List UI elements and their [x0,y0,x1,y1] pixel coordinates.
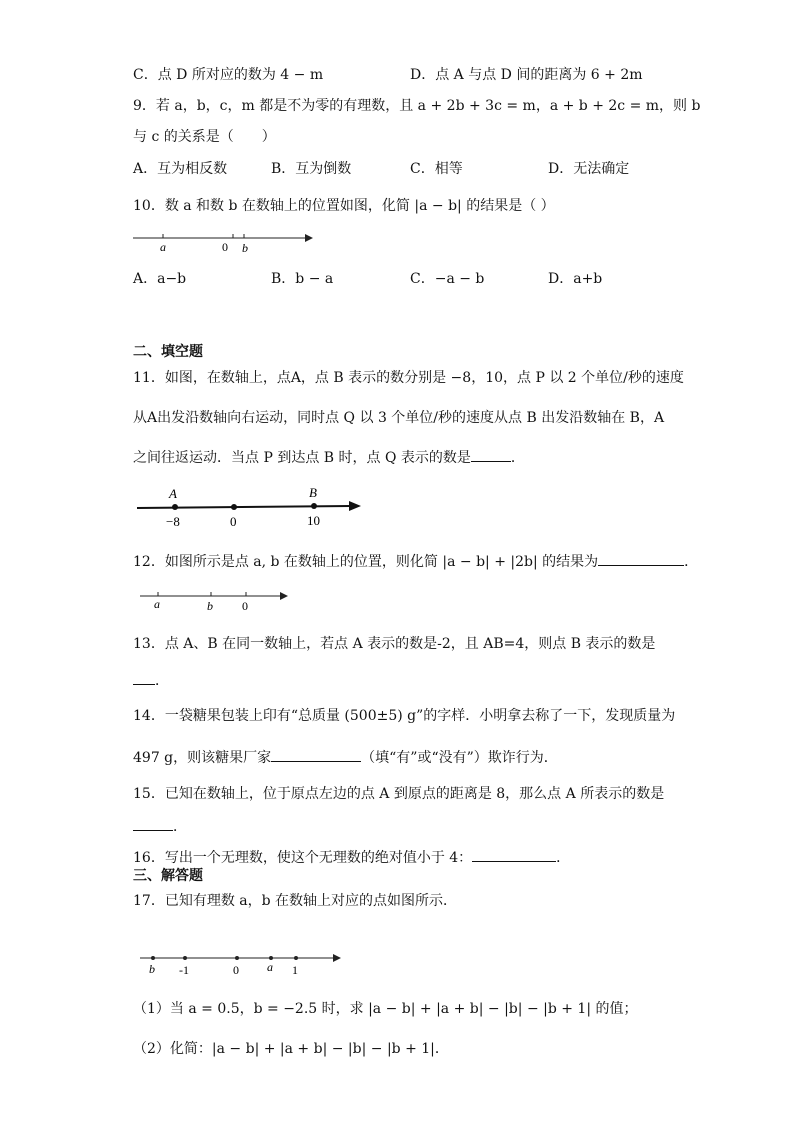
q11-point-0 [231,504,237,510]
q8-option-d: D．点 A 与点 D 间的距离为 6 + 2m [410,67,643,83]
q10-label-0: 0 [222,240,228,254]
q12-label-b: b [207,599,213,613]
q17-point-1 [294,956,298,960]
q17-label-0: 0 [233,963,239,977]
q11-label-b: B [309,485,317,500]
q10-option-a: A．a−b [133,271,187,287]
q10-label-a: a [160,240,166,254]
q11-end: ． [510,450,525,466]
q11-answer-blank[interactable] [471,447,511,462]
q13-stem-line1: 13．点 A、B 在同一数轴上，若点 A 表示的数是-2，且 AB=4，则点 B 表示的数是 [133,636,656,652]
q11-tick-minus8: −8 [166,514,180,529]
q9-stem-line1: 9．若 a，b，c，m 都是不为零的有理数，且 a + 2b + 3c = m，a + b + 2c = m，则 b [133,98,701,114]
q17-label-minus1: -1 [179,963,189,977]
q12-label-0: 0 [242,599,248,613]
q11-tick-0: 0 [230,514,237,529]
q16-answer-blank[interactable] [472,847,556,862]
section-fill-in-title: 二、填空题 [133,344,203,360]
q9-option-b: B．互为倒数 [271,161,352,177]
q17-number-line [140,948,350,978]
q17-point-0 [235,956,239,960]
q17-stem: 17．已知有理数 a，b 在数轴上对应的点如图所示． [133,893,458,909]
q9-option-c: C．相等 [410,161,463,177]
q12-answer-blank[interactable] [598,551,684,566]
q15-stem-line1: 15．已知在数轴上，位于原点左边的点 A 到原点的距离是 8，那么点 A 所表示的数是 [133,786,665,802]
q14-line2-end: （填“有”或“没有”）欺诈行为． [361,750,558,766]
q11-point-a [172,504,178,510]
q12-number-line [140,587,295,615]
q11-point-b [311,503,317,509]
q17-point-b [151,956,155,960]
q17-point-minus1 [183,956,187,960]
q10-option-b: B．b − a [271,271,334,287]
q10-stem: 10．数 a 和数 b 在数轴上的位置如图，化简 |a − b| 的结果是（ ） [133,198,555,214]
q13-stem-line2 [133,670,169,690]
q17-label-a: a [267,960,273,974]
q13-end: ． [155,673,169,689]
q16-stem [133,847,570,867]
q11-stem-line1: 11．如图，在数轴上，点A，点 B 表示的数分别是 −8，10，点 P 以 2 个单位/秒的速度 [133,370,684,386]
q15-stem-line2 [133,816,187,836]
q17-part1: （1）当 a = 0.5，b = −2.5 时，求 |a − b| + |a + b| − |b| − |b + 1| 的值； [133,1001,638,1017]
section-answer-title: 三、解答题 [133,868,203,884]
q15-end: ． [173,819,187,835]
q11-line3-text: 之间往返运动．当点 P 到达点 B 时，点 Q 表示的数是 [133,450,471,466]
q12-end: ． [684,554,699,570]
q12-stem-text: 12．如图所示是点 a, b 在数轴上的位置，则化简 |a − b| + |2b| 的结果为 [133,554,599,570]
q15-answer-blank[interactable] [133,816,173,831]
q10-number-line [133,228,318,258]
q17-label-1: 1 [292,963,298,977]
q9-stem-line2: 与 c 的关系是（ ） [133,129,276,145]
q12-label-a: a [154,597,160,611]
q14-answer-blank[interactable] [271,747,361,762]
q10-option-c: C．−a − b [410,271,485,287]
q11-number-line [137,484,367,530]
q17-part2: （2）化简：|a − b| + |a + b| − |b| − |b + 1|． [133,1041,449,1057]
q16-end: ． [556,850,571,866]
q17-label-b: b [149,962,155,976]
q13-answer-blank[interactable] [133,670,155,685]
q9-option-a: A．互为相反数 [133,161,228,177]
q11-stem-line3 [133,447,525,467]
q16-stem-text: 16．写出一个无理数，使这个无理数的绝对值小于 4： [133,850,473,866]
q14-stem-line2 [133,747,558,767]
q10-option-d: D．a+b [548,271,603,287]
q11-tick-10: 10 [307,513,320,528]
q9-option-d: D．无法确定 [548,161,630,177]
q14-line2-text: 497 g，则该糖果厂家 [133,750,272,766]
q8-option-c: C．点 D 所对应的数为 4 − m [133,67,324,83]
q14-stem-line1: 14．一袋糖果包装上印有“总质量 (500±5) g”的字样．小明拿去称了一下，发现质量为 [133,708,676,724]
q12-stem [133,551,698,571]
q10-label-b: b [242,241,248,255]
q11-stem-line2: 从A出发沿数轴向右运动，同时点 Q 以 3 个单位/秒的速度从点 B 出发沿数轴在 B，A [133,410,665,426]
q11-label-a: A [169,486,177,501]
